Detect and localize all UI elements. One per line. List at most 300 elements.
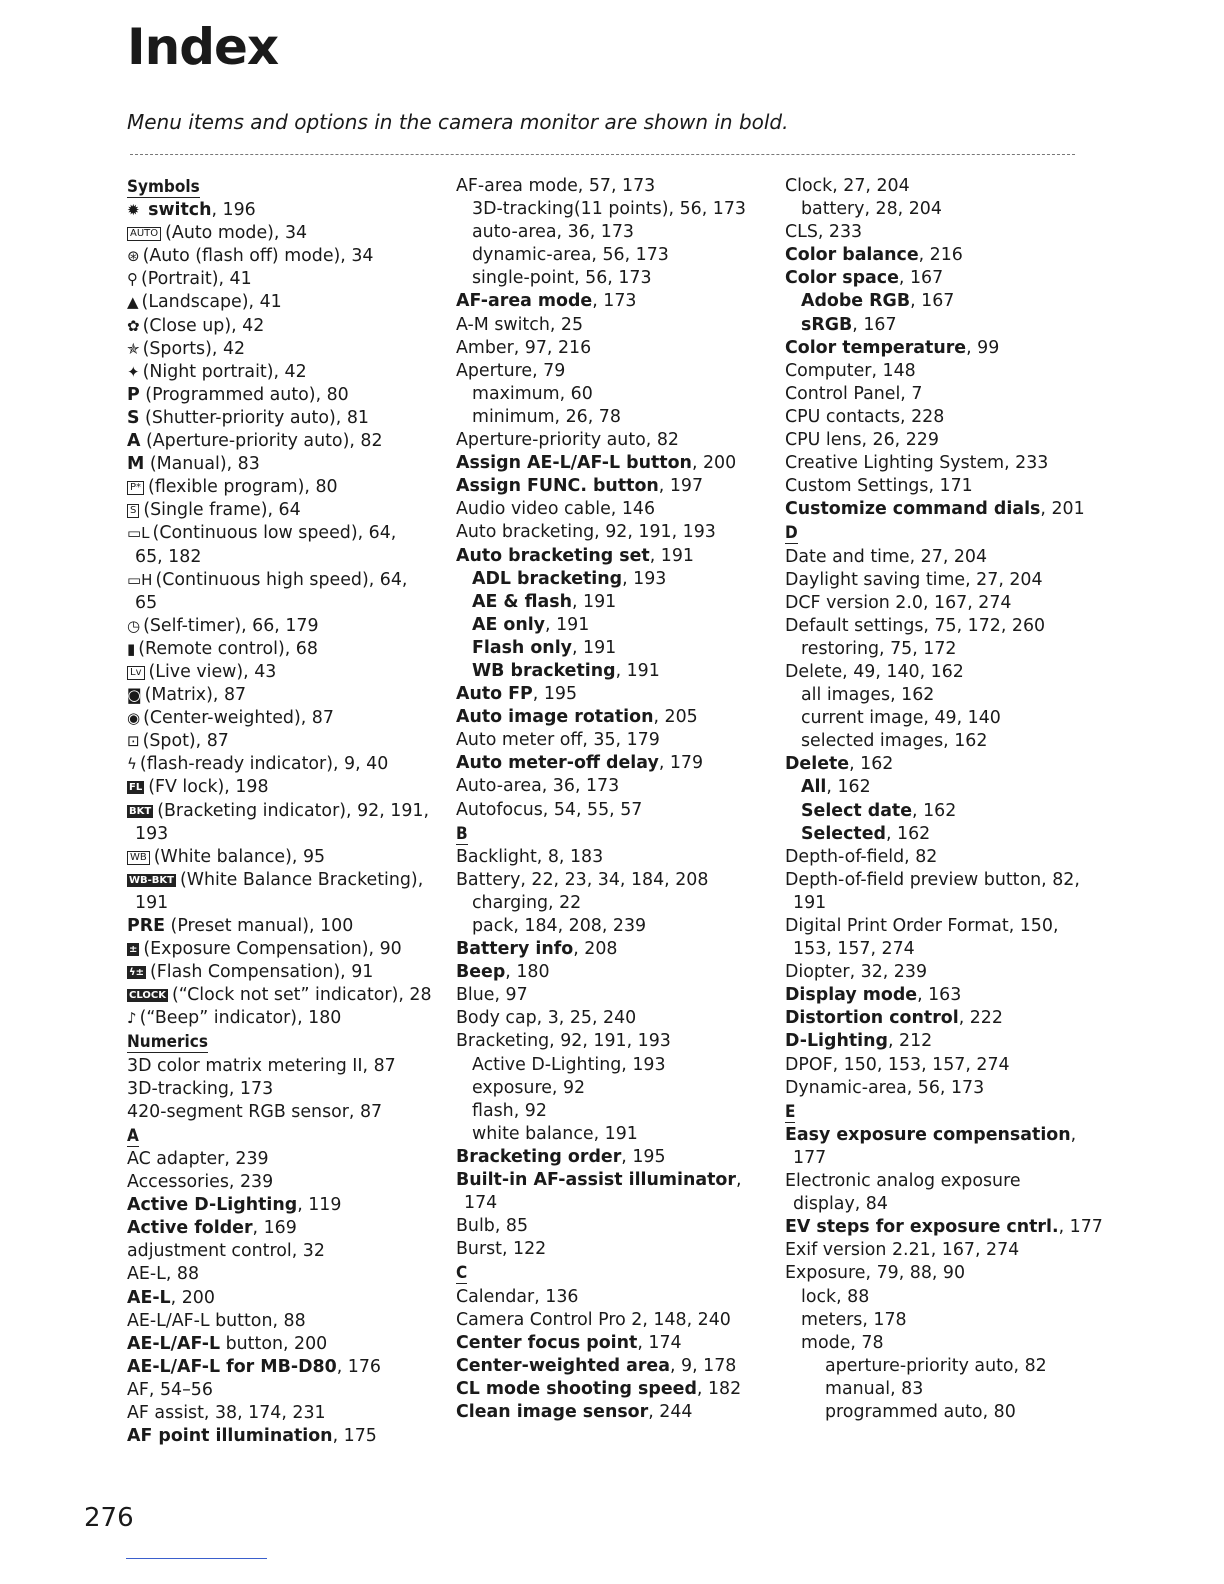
entry-text: (flexible program), 80 [148, 477, 338, 498]
index-entry [456, 452, 786, 475]
entry-text: aperture-priority auto, 82 [825, 1355, 1047, 1376]
index-entry [785, 846, 1115, 869]
entry-text: , 191 [572, 637, 617, 658]
menu-item-term: EV steps for exposure cntrl. [785, 1217, 1059, 1238]
menu-item-term: Auto image rotation [456, 707, 654, 728]
menu-item-term: Center-weighted area [456, 1355, 670, 1376]
entry-text: (Night portrait), 42 [142, 361, 307, 382]
entry-text: Audio video cable, 146 [456, 499, 656, 520]
entry-text: , 162 [885, 823, 931, 844]
menu-item-term: Display mode [785, 985, 918, 1006]
index-entry [785, 1239, 1115, 1262]
symbol-icon: ▲ [127, 293, 139, 312]
entry-text: (FV lock), 198 [148, 777, 269, 798]
menu-item-term: AE-L/AF-L [127, 1333, 221, 1354]
entry-text: , 196 [211, 200, 256, 221]
entry-text: , 195 [621, 1146, 666, 1167]
index-entry [127, 522, 457, 545]
symbol-icon: ± [129, 944, 138, 956]
entry-text: Accessories, 239 [127, 1172, 274, 1193]
index-entry [127, 1425, 457, 1448]
entry-text: Delete, 49, 140, 162 [785, 661, 964, 682]
entry-text: , 179 [658, 753, 704, 774]
section-letter: Numerics [127, 1032, 208, 1053]
index-entry [785, 1077, 1115, 1100]
entry-text: AE-L, 88 [127, 1264, 200, 1285]
index-entry [456, 429, 786, 452]
entry-text: (Self-timer), 66, 179 [143, 615, 319, 636]
entry-text: restoring, 75, 172 [801, 638, 957, 659]
entry-text: Exposure, 79, 88, 90 [785, 1263, 966, 1284]
entry-text: Exif version 2.21, 167, 274 [785, 1240, 1020, 1261]
entry-text: CPU lens, 26, 229 [785, 430, 939, 451]
index-entry [127, 615, 457, 638]
entry-text: Clock, 27, 204 [785, 176, 910, 196]
index-entry [785, 730, 1115, 753]
menu-item-term: All [801, 777, 827, 798]
index-entry: 177 [793, 1147, 827, 1168]
entry-text: charging, 22 [472, 892, 582, 913]
index-entry [127, 499, 457, 522]
menu-item-term: Selected [801, 823, 886, 844]
index-section-heading [127, 1124, 457, 1148]
entry-text: (Remote control), 68 [138, 638, 318, 659]
entry-text: DCF version 2.0, 167, 274 [785, 592, 1012, 613]
index-entry [456, 545, 786, 568]
index-entry [127, 984, 457, 1007]
entry-text: Auto-area, 36, 173 [456, 776, 620, 797]
entry-text: , 244 [648, 1401, 693, 1422]
index-entry [127, 315, 457, 338]
entry-text: flash, 92 [472, 1100, 547, 1121]
index-entry [127, 661, 457, 684]
entry-text: AF assist, 38, 174, 231 [127, 1402, 326, 1423]
symbol-icon: CLOCK [129, 990, 166, 1002]
index-entry [785, 638, 1115, 661]
menu-item-term: Distortion control [785, 1008, 959, 1029]
menu-item-term: Clean image sensor [456, 1401, 649, 1422]
index-entry [785, 383, 1115, 406]
entry-text: minimum, 26, 78 [472, 406, 621, 427]
entry-text: AE-L/AF-L button, 88 [127, 1310, 306, 1331]
index-entry [127, 1263, 457, 1286]
symbol-icon: ϟ± [129, 967, 144, 979]
index-entry [785, 1007, 1115, 1030]
menu-item-term: Color temperature [785, 337, 967, 358]
index-entry [456, 637, 786, 660]
entry-text: , 119 [297, 1195, 342, 1216]
entry-text: manual, 83 [825, 1378, 924, 1399]
index-entry [785, 337, 1115, 360]
menu-item-term: Built-in AF-assist illuminator [456, 1170, 736, 1191]
entry-text: Auto meter off, 35, 179 [456, 730, 660, 751]
entry-text: (Center-weighted), 87 [143, 708, 334, 729]
index-entry [785, 961, 1115, 984]
index-entry [785, 1054, 1115, 1077]
menu-item-term: Center focus point [456, 1332, 638, 1353]
entry-text: Auto bracketing, 92, 191, 193 [456, 522, 716, 543]
index-entry [456, 892, 786, 915]
index-entry [785, 569, 1115, 592]
entry-text: 3D-tracking, 173 [127, 1078, 274, 1099]
entry-text: , 208 [573, 939, 618, 960]
entry-text: , 193 [622, 568, 667, 589]
entry-text: auto-area, 36, 173 [472, 222, 634, 243]
entry-text: Electronic analog exposure [785, 1171, 1021, 1192]
entry-text: , 201 [1040, 499, 1085, 520]
menu-item-term: Delete [785, 754, 850, 775]
entry-text: (Portrait), 41 [141, 269, 252, 290]
index-entry [127, 730, 457, 753]
index-entry [127, 1217, 457, 1240]
entry-text: Aperture-priority auto, 82 [456, 430, 679, 451]
index-entry [785, 915, 1115, 938]
index-entry [456, 568, 786, 591]
index-section-heading [785, 1100, 1115, 1124]
entry-text: Depth-of-field, 82 [785, 846, 938, 867]
index-entry [456, 1146, 786, 1169]
symbol-icon: AUTO [127, 227, 161, 241]
menu-item-term: AE only [472, 614, 546, 635]
entry-text: , 167 [898, 268, 944, 289]
index-entry [456, 221, 786, 244]
menu-item-term: AE & flash [472, 591, 572, 612]
menu-item-term: sRGB [801, 314, 853, 335]
entry-text: (Aperture-priority auto), 82 [140, 431, 383, 452]
entry-text: (flash-ready indicator), 9, 40 [139, 754, 389, 775]
index-entry [456, 290, 786, 313]
index-entry [785, 1355, 1115, 1378]
menu-item-term: Active folder [127, 1218, 253, 1239]
index-entry [456, 752, 786, 775]
entry-text: meters, 178 [801, 1309, 907, 1330]
index-entry [127, 869, 457, 892]
entry-text: (Matrix), 87 [144, 685, 247, 706]
index-entry [456, 915, 786, 938]
index-entry [127, 1333, 457, 1356]
symbol-icon: WB-BKT [129, 874, 174, 886]
entry-text: , 163 [917, 985, 962, 1006]
index-entry [127, 1287, 457, 1310]
page-subtitle: Menu items and options in the camera monitor are shown in bold. [127, 110, 789, 134]
menu-item-term: Beep [456, 962, 506, 983]
index-entry [456, 1215, 786, 1238]
entry-text: Bracketing, 92, 191, 193 [456, 1031, 671, 1052]
index-entry [456, 1007, 786, 1030]
symbol-icon: ◉ [127, 709, 141, 728]
entry-text: , 176 [336, 1356, 381, 1377]
index-entry [127, 846, 457, 869]
symbol-icon: BKT [129, 805, 152, 817]
index-entry [456, 1378, 786, 1401]
index-entry [127, 961, 457, 984]
entry-text: (“Beep” indicator), 180 [139, 1008, 342, 1029]
entry-text: (Shutter-priority auto), 81 [139, 407, 369, 428]
entry-text: Diopter, 32, 239 [785, 962, 928, 983]
menu-item-term: AF point illumination [127, 1426, 333, 1447]
index-entry [456, 198, 786, 221]
symbol-icon: ✿ [127, 316, 140, 335]
index-entry [127, 268, 457, 291]
index-entry [785, 753, 1115, 776]
entry-text: A-M switch, 25 [456, 314, 584, 335]
index-entry [456, 683, 786, 706]
entry-text: Battery, 22, 23, 34, 184, 208 [456, 869, 709, 890]
entry-text: Aperture, 79 [456, 360, 566, 381]
index-entry [785, 615, 1115, 638]
entry-text: Burst, 122 [456, 1239, 547, 1260]
index-entry: 191 [793, 892, 827, 913]
section-letter: E [785, 1101, 796, 1122]
entry-text: Dynamic-area, 56, 173 [785, 1077, 985, 1098]
header-divider [130, 154, 1075, 155]
entry-text: , 212 [887, 1031, 933, 1052]
index-entry [785, 221, 1115, 244]
index-entry [785, 175, 1115, 198]
entry-text: Backlight, 8, 183 [456, 846, 604, 867]
index-entry [127, 800, 457, 823]
symbol-icon: WB [127, 851, 150, 865]
index-column-1 [127, 175, 457, 1448]
index-entry [456, 591, 786, 614]
index-entry [785, 707, 1115, 730]
entry-text: Default settings, 75, 172, 260 [785, 615, 1046, 636]
section-letter: A [127, 1125, 139, 1146]
index-entry [456, 1054, 786, 1077]
entry-text: (Manual), 83 [144, 454, 260, 475]
index-entry [456, 799, 786, 822]
index-entry [127, 245, 457, 268]
menu-item-term: Active D-Lighting [127, 1195, 298, 1216]
entry-text: , [1070, 1124, 1077, 1145]
entry-text: single-point, 56, 173 [472, 268, 652, 289]
entry-text: , 200 [170, 1287, 215, 1308]
entry-text: , 99 [966, 337, 1000, 358]
index-entry [456, 614, 786, 637]
index-entry [456, 1030, 786, 1053]
index-entry [456, 775, 786, 798]
entry-text: (“Clock not set” indicator), 28 [171, 985, 432, 1006]
index-entry [785, 452, 1115, 475]
index-entry [456, 337, 786, 360]
section-letter: C [456, 1263, 468, 1284]
page-title: Index [127, 18, 279, 76]
index-entry [785, 198, 1115, 221]
index-entry [785, 1170, 1115, 1193]
index-entry [127, 1240, 457, 1263]
entry-text: adjustment control, 32 [127, 1241, 325, 1262]
entry-text: , 216 [918, 245, 963, 266]
index-entry [785, 429, 1115, 452]
menu-item-term: ADL bracketing [472, 568, 623, 589]
entry-text: , 222 [958, 1008, 1003, 1029]
entry-text: , 191 [649, 545, 694, 566]
entry-text: AC adapter, 239 [127, 1148, 269, 1169]
index-entry [785, 869, 1115, 892]
entry-text: , 180 [505, 962, 550, 983]
entry-text: Computer, 148 [785, 360, 916, 381]
index-entry [456, 961, 786, 984]
menu-item-term: AE-L/AF-L for MB-D80 [127, 1356, 337, 1377]
entry-text: dynamic-area, 56, 173 [472, 245, 669, 266]
symbol-icon: ⊛ [127, 247, 140, 266]
mode-letter: PRE [127, 916, 166, 936]
entry-text: , 191 [571, 591, 617, 612]
menu-item-term: Customize command dials [785, 499, 1041, 520]
index-section-heading [127, 1030, 457, 1054]
symbol-icon: P* [127, 481, 144, 495]
index-entry [785, 475, 1115, 498]
entry-text: Digital Print Order Format, 150, [785, 916, 1059, 936]
index-column-2 [456, 175, 786, 1424]
index-entry [456, 267, 786, 290]
index-section-heading [127, 175, 457, 199]
index-entry [456, 984, 786, 1007]
entry-text: (Continuous low speed), 64, [152, 523, 397, 544]
index-entry [127, 1101, 457, 1124]
entry-text: CLS, 233 [785, 222, 863, 243]
mode-letter: P [127, 384, 140, 405]
symbol-icon: Lv [127, 666, 145, 680]
entry-text: battery, 28, 204 [801, 199, 942, 220]
index-entry [456, 498, 786, 521]
entry-text: , 169 [252, 1218, 297, 1239]
entry-text: all images, 162 [801, 685, 935, 706]
menu-item-term: Assign FUNC. button [456, 476, 659, 497]
index-entry [127, 938, 457, 961]
index-entry [456, 475, 786, 498]
mode-letter: S [127, 407, 140, 428]
entry-text: mode, 78 [801, 1332, 884, 1353]
index-entry [456, 383, 786, 406]
menu-item-term: Color space [785, 268, 899, 289]
index-entry [785, 823, 1115, 846]
index-entry [456, 1309, 786, 1332]
index-entry [127, 753, 457, 776]
symbol-icon: ♪ [127, 1009, 137, 1028]
index-entry: 65 [135, 592, 158, 613]
index-entry [127, 1310, 457, 1333]
entry-text: Control Panel, 7 [785, 383, 923, 404]
index-entry [785, 314, 1115, 337]
entry-text: (Live view), 43 [148, 661, 277, 682]
entry-text: 420-segment RGB sensor, 87 [127, 1101, 383, 1122]
index-entry [456, 244, 786, 267]
menu-item-term: Select date [801, 800, 913, 821]
section-letter: D [785, 523, 798, 544]
index-entry: 65, 182 [135, 546, 202, 567]
index-entry [785, 1262, 1115, 1285]
entry-text: (Bracketing indicator), 92, 191, [157, 800, 429, 821]
index-entry [785, 684, 1115, 707]
menu-item-term: WB bracketing [472, 660, 616, 681]
entry-text: AF, 54–56 [127, 1379, 213, 1400]
entry-text: Date and time, 27, 204 [785, 546, 988, 567]
entry-text: (White Balance Bracketing), [180, 869, 424, 890]
index-entry [456, 521, 786, 544]
index-column-3 [785, 175, 1115, 1424]
entry-text: Daylight saving time, 27, 204 [785, 569, 1043, 590]
index-entry [785, 776, 1115, 799]
menu-item-term: CL mode shooting speed [456, 1378, 697, 1399]
entry-text: selected images, 162 [801, 731, 988, 752]
menu-item-term: AF-area mode [456, 291, 593, 312]
index-entry: 153, 157, 274 [793, 939, 915, 960]
entry-text: , 182 [696, 1378, 742, 1399]
symbol-icon: FL [129, 782, 143, 794]
index-entry [127, 1055, 457, 1078]
entry-text: programmed auto, 80 [825, 1401, 1016, 1422]
index-entry [785, 661, 1115, 684]
menu-item-term: Color balance [785, 245, 919, 266]
index-entry [785, 1216, 1115, 1239]
index-entry [785, 360, 1115, 383]
symbol-icon: ▭L [127, 524, 150, 543]
entry-text: Active D-Lighting, 193 [472, 1054, 666, 1075]
menu-item-term: Adobe RGB [801, 291, 911, 312]
index-entry [127, 222, 457, 245]
index-entry [785, 1124, 1115, 1147]
menu-item-term: switch [148, 200, 212, 221]
index-entry [127, 407, 457, 430]
entry-text: (White balance), 95 [153, 846, 326, 867]
entry-text: Custom Settings, 171 [785, 476, 973, 497]
index-entry [127, 684, 457, 707]
entry-text: white balance, 191 [472, 1123, 638, 1144]
entry-text: current image, 49, 140 [801, 708, 1001, 729]
index-section-heading [456, 822, 786, 846]
index-entry [456, 1123, 786, 1146]
index-entry [127, 1356, 457, 1379]
entry-text: (Flash Compensation), 91 [149, 962, 374, 983]
index-entry [785, 592, 1115, 615]
index-entry [127, 430, 457, 453]
entry-text: pack, 184, 208, 239 [472, 916, 647, 936]
entry-text: (Spot), 87 [142, 731, 229, 752]
symbol-icon: ✹ [127, 201, 140, 220]
index-entry [127, 1171, 457, 1194]
index-entry [456, 938, 786, 961]
symbol-icon: ▮ [127, 639, 136, 658]
entry-text: Blue, 97 [456, 985, 528, 1006]
entry-text: Body cap, 3, 25, 240 [456, 1008, 637, 1029]
entry-text: (Close up), 42 [142, 315, 265, 336]
entry-text: Depth-of-field preview button, 82, [785, 869, 1080, 890]
symbol-icon: ⚲ [127, 270, 138, 289]
index-entry [785, 800, 1115, 823]
index-entry [785, 1378, 1115, 1401]
menu-item-term: Battery info [456, 939, 574, 960]
entry-text: , 173 [592, 291, 637, 312]
index-entry [127, 291, 457, 314]
index-section-heading [456, 1261, 786, 1285]
entry-text: (Programmed auto), 80 [139, 384, 349, 405]
entry-text: , [735, 1170, 742, 1191]
index-entry [127, 1148, 457, 1171]
menu-item-term: Bracketing order [456, 1146, 622, 1167]
index-entry [785, 1401, 1115, 1424]
entry-text: Amber, 97, 216 [456, 337, 592, 358]
index-entry [127, 384, 457, 407]
index-section-heading [785, 521, 1115, 545]
index-entry [785, 1286, 1115, 1309]
entry-text: (Preset manual), 100 [165, 916, 354, 936]
index-entry [456, 1077, 786, 1100]
entry-text: , 177 [1058, 1217, 1103, 1238]
mode-letter: A [127, 431, 141, 452]
index-entry [456, 1169, 786, 1192]
index-entry [127, 199, 457, 222]
